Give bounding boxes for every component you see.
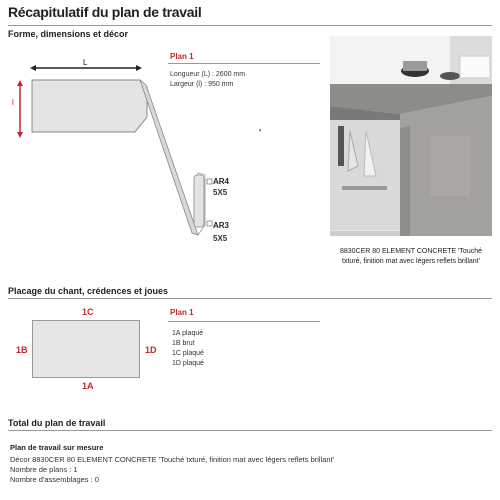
- total-subheading: Plan de travail sur mesure: [10, 443, 104, 452]
- total-heading: Total du plan de travail: [8, 418, 106, 428]
- dimension-l-label: L: [83, 58, 88, 67]
- ar4-label: AR4: [213, 177, 230, 186]
- edge-left-label: 1B: [16, 345, 28, 355]
- decor-caption: 8830CER 80 ELEMENT CONCRETE 'Touché txturé, finition mat avec légers reflets brillant': [339, 248, 483, 265]
- dimension-width-label: l: [12, 98, 14, 107]
- plan-divider: [168, 321, 320, 322]
- edge-item: 1D plaqué: [172, 360, 204, 367]
- plan-1-label: Plan 1: [170, 308, 194, 317]
- total-plans: Nombre de plans : 1: [10, 465, 78, 474]
- ar3-size: 5X5: [213, 234, 228, 243]
- total-decor: Décor 8830CER 80 ELEMENT CONCRETE 'Touché txturé, finition mat avec légers reflets brillant': [10, 455, 335, 464]
- edge-right-label: 1D: [145, 345, 157, 355]
- ar3-label: AR3: [213, 221, 230, 230]
- shape-heading: Forme, dimensions et décor: [8, 29, 129, 39]
- edge-bottom-label: 1A: [82, 381, 94, 391]
- edge-item: 1A plaqué: [172, 330, 204, 337]
- edges-heading: Placage du chant, crédences et joues: [8, 286, 169, 296]
- total-assemblages: Nombre d'assemblages : 0: [10, 475, 99, 484]
- width-value: Largeur (l) : 950 mm: [170, 81, 234, 88]
- edge-item: 1C plaqué: [172, 350, 204, 357]
- edge-top-label: 1C: [82, 307, 94, 317]
- ar4-size: 5X5: [213, 188, 228, 197]
- dot-marker: ▪: [259, 128, 262, 134]
- divider: [8, 298, 492, 299]
- page-title: Récapitulatif du plan de travail: [8, 4, 202, 20]
- divider: [8, 25, 492, 26]
- worktop-shape: [32, 80, 147, 132]
- plan-1-label: Plan 1: [170, 52, 194, 61]
- decor-photo: [330, 36, 492, 236]
- edge-item: 1B brut: [172, 340, 195, 347]
- worktop-shape-diagram: [0, 55, 330, 255]
- plan-divider: [168, 63, 320, 64]
- length-value: Longueur (L) : 2600 mm: [170, 71, 246, 78]
- divider: [8, 430, 492, 431]
- edge-diagram-panel: [32, 320, 140, 378]
